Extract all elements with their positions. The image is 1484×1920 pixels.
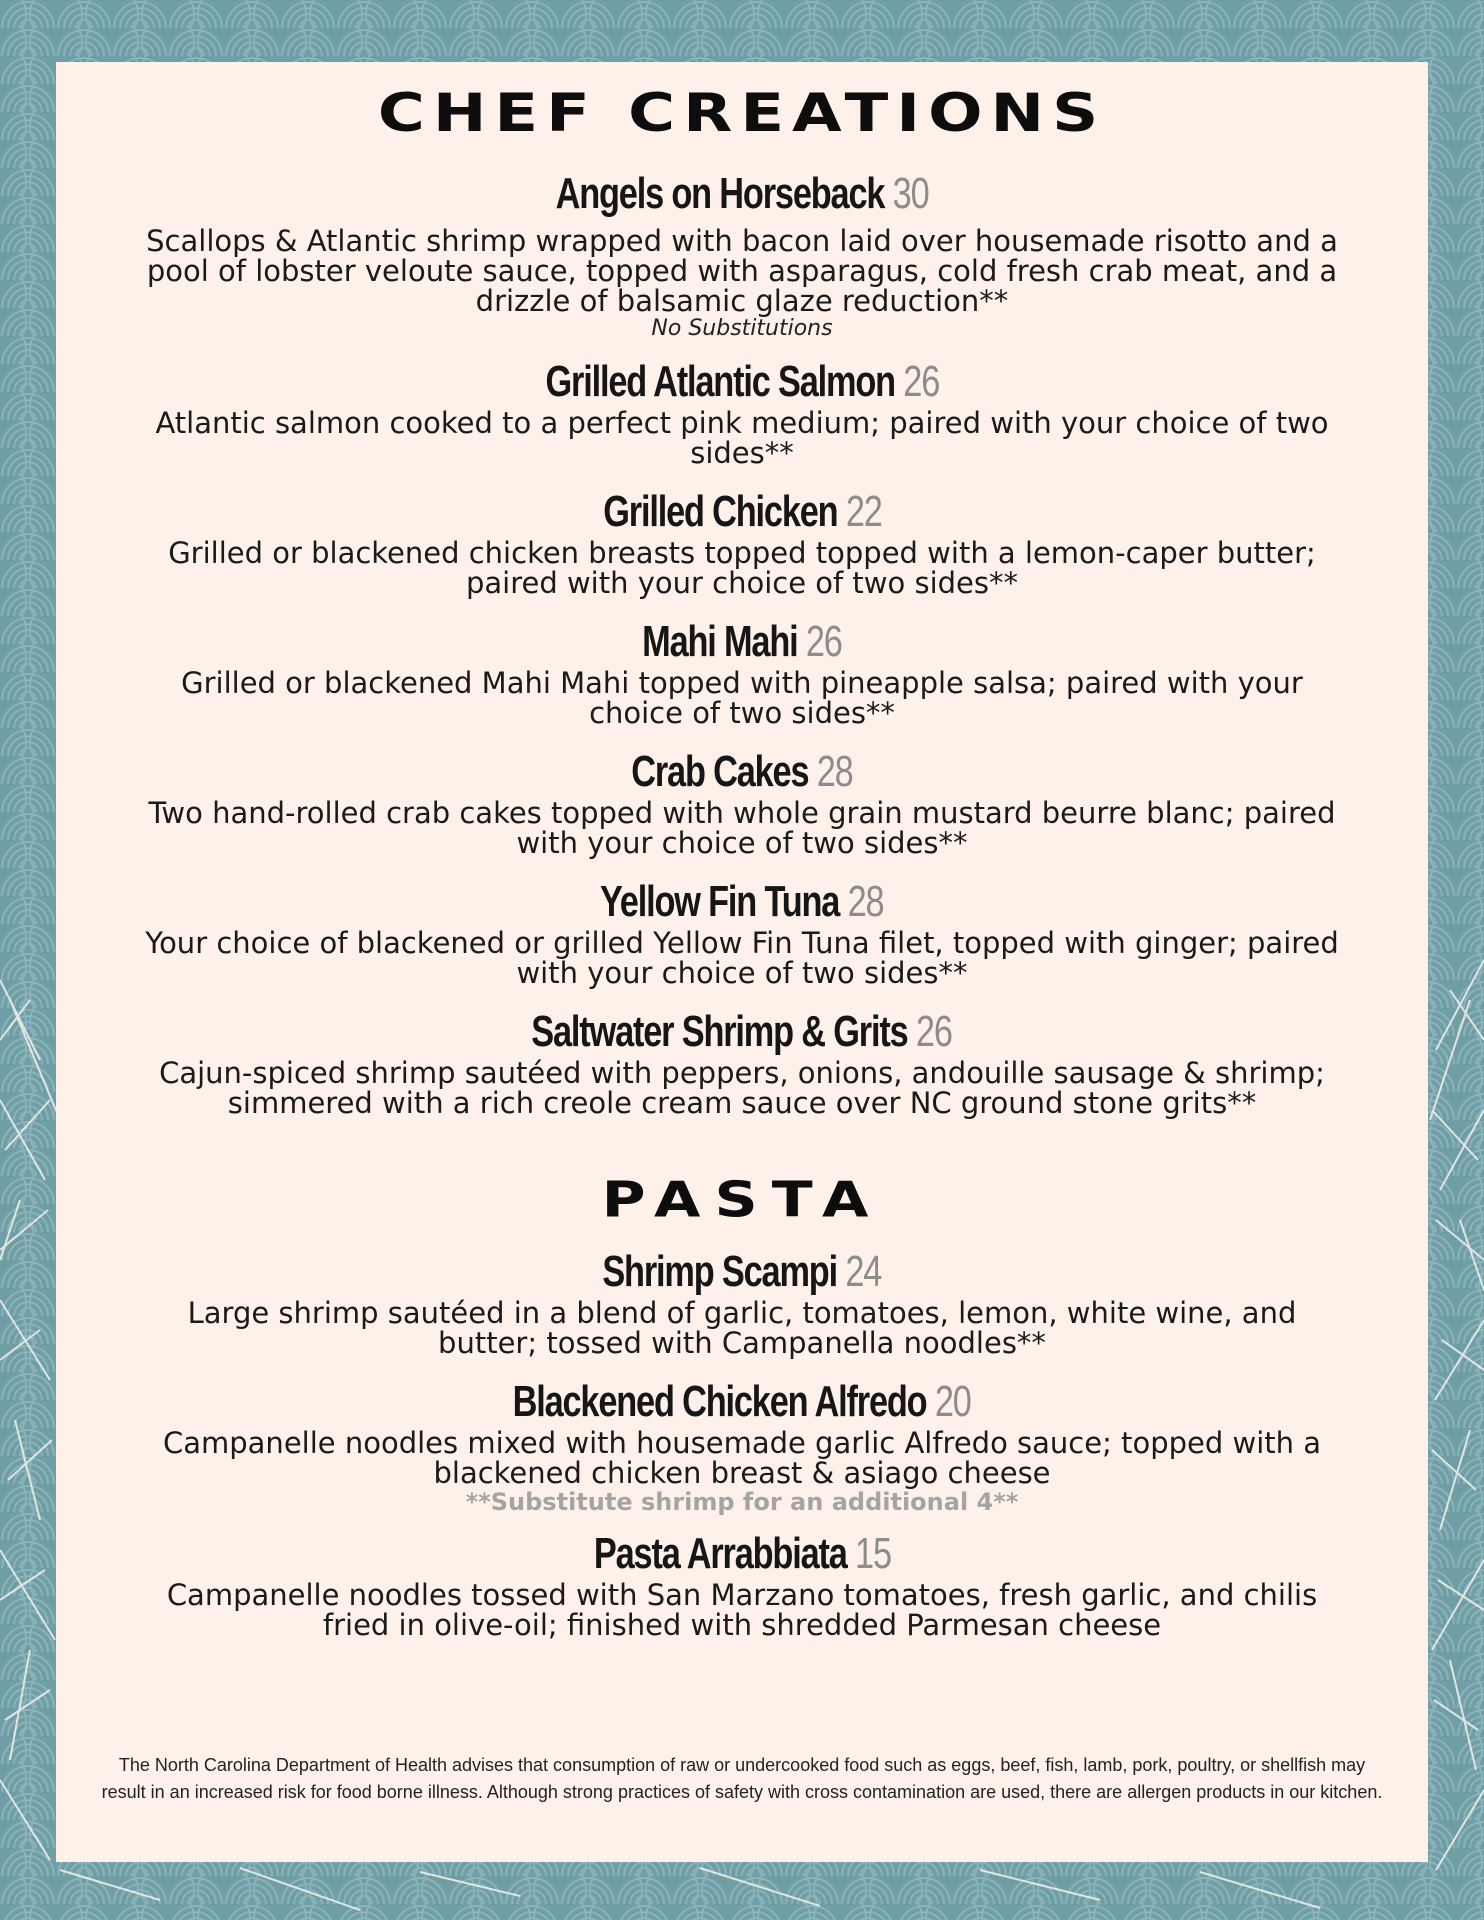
item-description: Campanelle noodles mixed with housemade garlic Alfredo sauce; topped with a blackened chicken breast & asiago cheese xyxy=(162,1426,1321,1490)
item-name: Saltwater Shrimp & Grits xyxy=(531,1007,909,1056)
item-name: Grilled Chicken xyxy=(602,487,837,536)
item-title xyxy=(642,617,842,666)
item-name: Blackened Chicken Alfredo xyxy=(512,1377,927,1426)
item-name: Yellow Fin Tuna xyxy=(600,877,840,926)
item-name: Crab Cakes xyxy=(631,747,809,796)
item-description: Atlantic salmon cooked to a perfect pink medium; paired with your choice of two sides** xyxy=(155,406,1329,470)
item-name: Shrimp Scampi xyxy=(602,1247,838,1296)
menu-item-yellow-fin-tuna xyxy=(56,877,1428,990)
item-title xyxy=(512,1377,972,1426)
item-name: Mahi Mahi xyxy=(642,617,798,666)
item-description: Grilled or blackened chicken breasts topped topped with a lemon-caper butter; paired with your choice of two sides** xyxy=(168,536,1316,600)
item-description: Large shrimp sautéed in a blend of garlic, tomatoes, lemon, white wine, and butter; tossed with Campanella noodles** xyxy=(187,1296,1297,1360)
item-description: Campanelle noodles tossed with San Marzano tomatoes, fresh garlic, and chilis fried in olive-oil; finished with shredded Parmesan cheese xyxy=(166,1578,1318,1642)
item-name: Angels on Horseback xyxy=(555,169,885,218)
item-title xyxy=(602,487,882,536)
menu-item-pasta-arrabbiata xyxy=(56,1529,1428,1642)
item-price: 22 xyxy=(845,487,882,536)
item-description: Cajun-spiced shrimp sautéed with peppers, onions, andouille sausage & shrimp; simmered with a rich creole cream sauce over NC ground stone grits** xyxy=(159,1056,1325,1120)
health-disclaimer: The North Carolina Department of Health advises that consumption of raw or undercooked food such as eggs, beef, fish, lamb, pork, poultry, or shellfish may result in an increased risk for food borne illness. Although strong practices of safety with cross contamination are used, there are allergen products in our kitchen. xyxy=(101,1755,1383,1802)
item-name: Pasta Arrabbiata xyxy=(593,1529,847,1578)
item-note: No Substitutions xyxy=(651,316,833,341)
menu-item-mahi-mahi xyxy=(56,617,1428,730)
section-title-chef-creations: CHEF CREATIONS xyxy=(377,83,1107,145)
item-price: 20 xyxy=(935,1377,972,1426)
item-price: 28 xyxy=(816,747,853,796)
item-title xyxy=(555,169,929,218)
menu-item-grilled-atlantic-salmon xyxy=(56,357,1428,470)
item-description: Your choice of blackened or grilled Yellow Fin Tuna filet, topped with ginger; paired with your choice of two sides** xyxy=(145,926,1339,990)
menu-item-crab-cakes xyxy=(56,747,1428,860)
menu-item-blackened-chicken-alfredo xyxy=(56,1377,1428,1516)
item-title xyxy=(600,877,884,926)
item-title xyxy=(631,747,853,796)
item-note: **Substitute shrimp for an additional 4** xyxy=(465,1488,1019,1516)
item-description: Scallops & Atlantic shrimp wrapped with bacon laid over housemade risotto and a pool of lobster veloute sauce, topped with asparagus, cold fresh crab meat, and a drizzle of balsamic glaze reduction** xyxy=(146,224,1338,318)
item-title xyxy=(593,1529,891,1578)
item-price: 26 xyxy=(902,357,939,406)
item-description: Two hand-rolled crab cakes topped with whole grain mustard beurre blanc; paired with your choice of two sides** xyxy=(148,796,1336,860)
item-price: 30 xyxy=(892,169,929,218)
item-price: 15 xyxy=(854,1529,891,1578)
item-price: 26 xyxy=(805,617,842,666)
menu-item-shrimp-scampi xyxy=(56,1247,1428,1360)
item-title xyxy=(531,1007,953,1056)
item-price: 26 xyxy=(916,1007,953,1056)
item-name: Grilled Atlantic Salmon xyxy=(545,357,895,406)
item-title xyxy=(602,1247,882,1296)
item-price: 28 xyxy=(847,877,884,926)
menu-item-angels-on-horseback xyxy=(56,169,1428,342)
menu-panel xyxy=(56,62,1428,1862)
item-description: Grilled or blackened Mahi Mahi topped with pineapple salsa; paired with your choice of two sides** xyxy=(181,666,1303,730)
item-price: 24 xyxy=(845,1247,882,1296)
section-title-pasta: PASTA xyxy=(601,1171,883,1229)
item-title xyxy=(545,357,939,406)
menu-item-saltwater-shrimp-grits xyxy=(56,1007,1428,1120)
menu-item-grilled-chicken xyxy=(56,487,1428,600)
